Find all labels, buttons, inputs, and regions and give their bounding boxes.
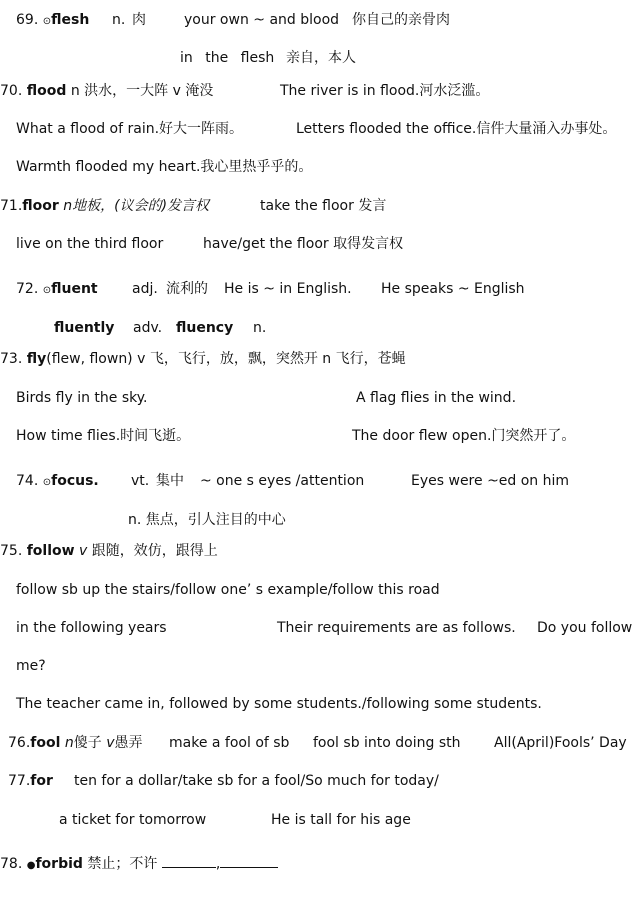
meaning: 淹没 [185,83,214,99]
entry-follow-line1 [0,541,218,561]
example: ten for a dollar/take sb for a fool/So much for today/ [74,773,439,789]
pos-label: n [322,351,332,367]
pos-label: n [64,735,74,751]
entry-fly-line1 [0,349,406,369]
example: Letters flooded the office.信件大量涌入办事处。 [296,121,617,137]
entry-number: 72. [16,281,39,297]
entry-fluent-line1 [16,279,98,301]
entry-floor-line1 [0,196,209,216]
example: have/get the floor 取得发言权 [203,236,404,252]
headword: focus. [51,473,99,489]
headword: flesh [51,12,90,28]
meaning: 集中 [156,473,184,489]
entry-number: 69. [16,12,39,28]
headword: fluent [51,281,98,297]
pos-label: n [70,83,80,99]
entry-fool-line1 [8,733,142,753]
headword: floor [22,198,59,214]
entry-flesh-line1 [16,10,89,32]
example-continued: me? [16,658,46,674]
meaning: 洪水，一大阵 [84,83,169,99]
entry-number: 76. [8,735,31,751]
example: He speaks ~ English [381,281,525,297]
marker-circle-icon: ⊙ [42,477,52,488]
entry-number: 75. [0,543,23,559]
meaning: 傻子 [73,735,102,751]
phrase-translation: 亲自，本人 [286,50,356,66]
example: Birds fly in the sky. [16,390,148,406]
headword: for [30,773,53,789]
example: Their requirements are as follows. [277,620,516,636]
marker-circle-icon: ⊙ [42,16,52,27]
example: What a flood of rain.好大一阵雨。 [16,121,244,137]
meaning: 飞行，苍蝇 [335,351,406,367]
pos-label: n. [253,320,267,336]
meaning: 愚弄 [114,735,143,751]
entry-for-line1 [8,771,53,791]
meaning: 禁止；不许 [87,856,158,872]
pos-label: adv. [133,320,163,336]
meaning: 肉 [132,12,146,28]
meaning: 焦点，引人注目的中心 [145,512,286,528]
example: Warmth flooded my heart.我心里热乎乎的。 [16,159,313,175]
headword: fly [26,351,47,367]
example: He is ~ in English. [224,281,352,297]
derived-word: fluency [176,320,234,336]
example: in the following years [16,620,167,636]
example: The river is in flood.河水泛滥。 [280,83,490,99]
entry-number: 74. [16,473,39,489]
example: The door flew open.门突然开了。 [352,428,576,444]
example: a ticket for tomorrow [59,812,207,828]
entry-number: 73. [0,351,23,367]
example: The teacher came in, followed by some students./following some students. [16,696,542,712]
separator: , [215,856,221,872]
entry-focus-line1 [16,471,99,493]
marker-circle-icon: ⊙ [42,285,52,296]
pos-label: n [63,198,73,214]
pos-label: v [79,543,88,559]
entry-number: 70. [0,83,23,99]
derived-word: fluently [54,320,115,336]
pos-label: adj. [132,281,158,297]
example: your own ~ and blood [184,12,340,28]
pos-label: v [172,83,181,99]
example: live on the third floor [16,236,164,252]
pos-label: v [106,735,115,751]
headword: fool [30,735,61,751]
meaning: 流利的 [166,281,208,297]
noun-sense [128,510,286,530]
pos-label: n. [112,12,126,28]
entry-number: 78. [0,856,23,872]
pos-label: n. [128,512,142,528]
headword: follow [26,543,75,559]
example: make a fool of sb [169,735,290,751]
example: Do you follow [537,620,633,636]
headword: forbid [35,856,83,872]
example: take the floor 发言 [260,198,387,214]
example: A flag flies in the wind. [356,390,517,406]
phrase: in the flesh [180,50,275,66]
example-translation: 你自己的亲骨肉 [352,12,450,28]
pos-label: vt. [131,473,150,489]
entry-number: 71. [0,198,23,214]
example: follow sb up the stairs/follow one’ s example/follow this road [16,582,440,598]
headword: flood [26,83,67,99]
fill-in-blank[interactable] [162,853,216,868]
example: How time flies.时间飞逝。 [16,428,191,444]
entry-forbid-line1 [0,853,278,876]
example: fool sb into doing sth [313,735,461,751]
meaning: 跟随，效仿，跟得上 [91,543,218,559]
example: He is tall for his age [271,812,411,828]
meaning: 飞，飞行，放，飘，突然开 [149,351,318,367]
entry-number: 77. [8,773,31,789]
entry-flood-line1 [0,81,213,101]
example: All(April)Fools’ Day [494,735,627,751]
meaning: 地板，(议会的)发言权 [72,198,210,214]
example: Eyes were ~ed on him [411,473,570,489]
word-forms: (flew, flown) v [46,351,146,367]
marker-dot-icon: ● [26,860,36,871]
fill-in-blank[interactable] [220,853,278,868]
example: ~ one s eyes /attention [200,473,365,489]
